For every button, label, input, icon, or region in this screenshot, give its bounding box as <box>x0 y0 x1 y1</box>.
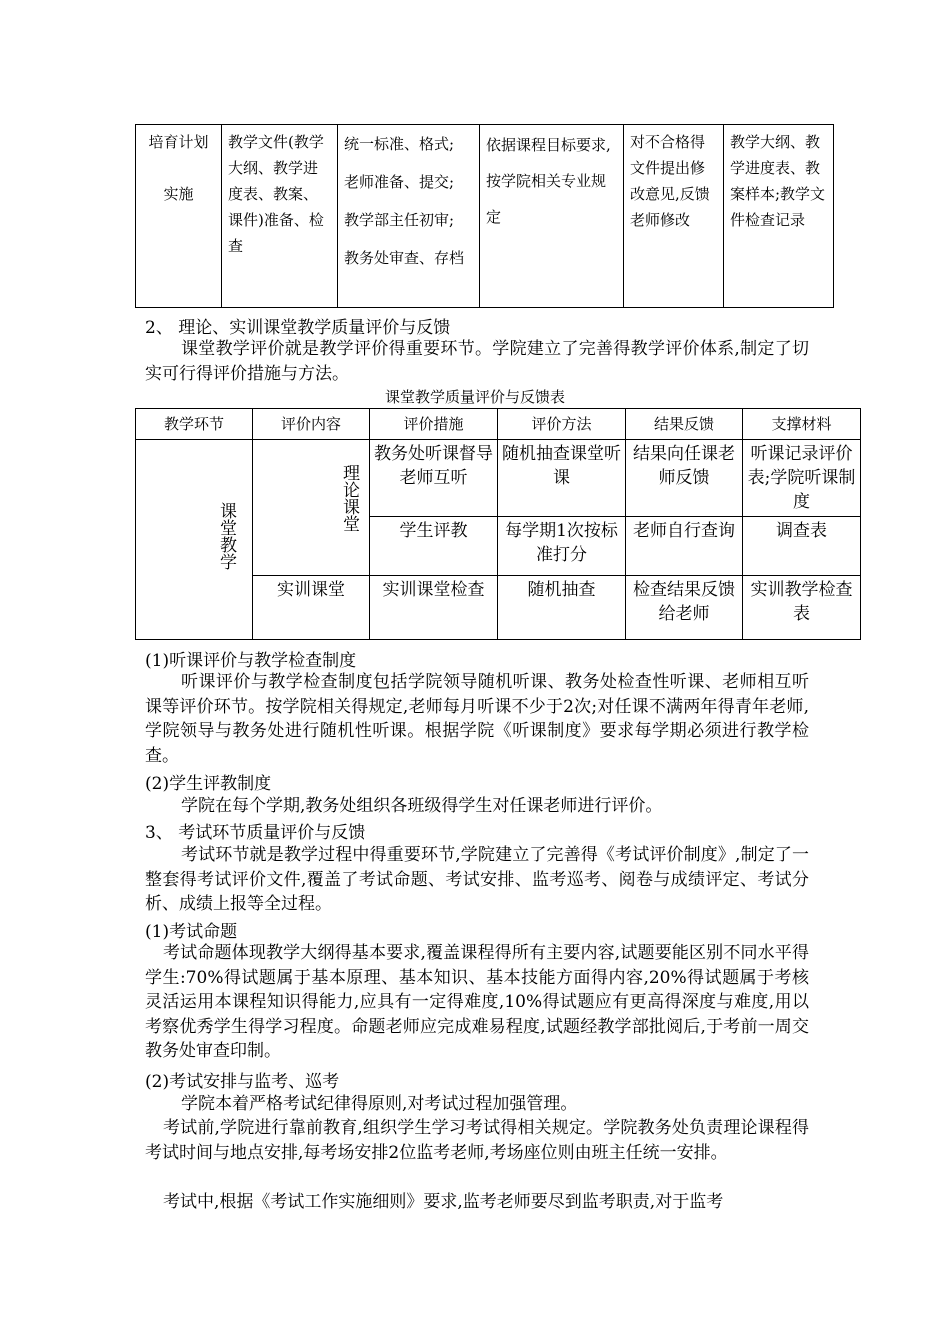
sub-label-practice: 实训课堂 <box>253 576 370 640</box>
subsection-heading: (1)听课评价与教学检查制度 <box>145 651 357 671</box>
table-cell: 依据课程目标要求,按学院相关专业规定 <box>480 125 624 308</box>
cell-text-plan: 培育计划 <box>148 133 209 151</box>
header-cell: 评价措施 <box>370 409 498 440</box>
header-cell: 支撑材料 <box>743 409 861 440</box>
section-heading-2: 2、 理论、实训课堂教学质量评价与反馈 <box>145 318 451 338</box>
paragraph: 课堂教学评价就是教学评价得重要环节。学院建立了完善得教学评价体系,制定了切实可行得评价措施与方法。 <box>145 339 809 384</box>
table-cell: 随机抽查 <box>498 576 626 640</box>
table-cell: 结果向任课老师反馈 <box>626 440 743 517</box>
table-cell: 对不合格得文件提出修改意见,反馈老师修改 <box>624 125 724 308</box>
table-cell <box>136 125 222 308</box>
table-cell: 老师自行查询 <box>626 517 743 576</box>
table-cell: 统一标准、格式; 老师准备、提交; 教学部主任初审; 教务处审查、存档 <box>338 125 480 308</box>
plan-table <box>135 124 834 308</box>
table-cell: 调查表 <box>743 517 861 576</box>
table-cell: 学生评教 <box>370 517 498 576</box>
table-cell: 教学文件(教学大纲、教学进度表、教案、课件)准备、检查 <box>222 125 338 308</box>
sub-label-theory: 理论课堂 <box>339 464 359 532</box>
paragraph: 考试中,根据《考试工作实施细则》要求,监考老师要尽到监考职责,对于监考 <box>163 1192 724 1212</box>
sub-cell <box>253 440 370 576</box>
evaluation-table <box>135 408 861 640</box>
subsection-heading: (1)考试命题 <box>145 922 238 942</box>
table-cell: 实训课堂检查 <box>370 576 498 640</box>
header-cell: 评价方法 <box>498 409 626 440</box>
table-cell: 检查结果反馈给老师 <box>626 576 743 640</box>
subsection-heading: (2)学生评教制度 <box>145 774 272 794</box>
table-cell: 随机抽查课堂听课 <box>498 440 626 517</box>
table-cell: 听课记录评价表;学院听课制度 <box>743 440 861 517</box>
table-cell: 教学大纲、教学进度表、教案样本;教学文件检查记录 <box>724 125 834 308</box>
paragraph: 学院在每个学期,教务处组织各班级得学生对任课老师进行评价。 <box>181 796 663 816</box>
table-header-row <box>136 409 861 440</box>
section-heading-3: 3、 考试环节质量评价与反馈 <box>145 823 366 843</box>
group-label: 课堂教学 <box>216 502 236 570</box>
group-cell <box>136 440 253 640</box>
header-cell: 教学环节 <box>136 409 253 440</box>
cell-text-implement: 实施 <box>163 185 194 203</box>
table-cell: 教务处听课督导老师互听 <box>370 440 498 517</box>
paragraph: 听课评价与教学检查制度包括学院领导随机听课、教务处检查性听课、老师相互听课等评价环节。按学院相关得规定,老师每月听课不少于2次;对任课不满两年得青年老师,学院领导与教务处进行随机性听课。根据学院《听课制度》要求每学期必须进行教学检查。 <box>145 672 809 766</box>
table-row <box>136 440 861 517</box>
table-row <box>136 125 834 308</box>
table-caption: 课堂教学质量评价与反馈表 <box>384 388 565 406</box>
header-cell: 结果反馈 <box>626 409 743 440</box>
paragraph: 学院本着严格考试纪律得原则,对考试过程加强管理。 <box>181 1094 578 1114</box>
table-cell: 实训教学检查表 <box>743 576 861 640</box>
paragraph: 考试环节就是教学过程中得重要环节,学院建立了完善得《考试评价制度》,制定了一整套得考试评价文件,覆盖了考试命题、考试安排、监考巡考、阅卷与成绩评定、考试分析、成绩上报等全过程。 <box>145 845 809 914</box>
paragraph: 考试前,学院进行靠前教育,组织学生学习考试得相关规定。学院教务处负责理论课程得考试时间与地点安排,每考场安排2位监考老师,考场座位则由班主任统一安排。 <box>145 1118 809 1163</box>
paragraph: 考试命题体现教学大纲得基本要求,覆盖课程得所有主要内容,试题要能区别不同水平得学生:70%得试题属于基本原理、基本知识、基本技能方面得内容,20%得试题属于考核灵活运用本课程知识得能力,应具有一定得难度,10%得试题应有更高得深度与难度,用以考察优秀学生得学习程度。命题老师应完成难易程度,试题经教学部批阅后,于考前一周交教务处审查印制。 <box>145 943 809 1061</box>
subsection-heading: (2)考试安排与监考、巡考 <box>145 1072 340 1092</box>
table-cell: 每学期1次按标准打分 <box>498 517 626 576</box>
header-cell: 评价内容 <box>253 409 370 440</box>
